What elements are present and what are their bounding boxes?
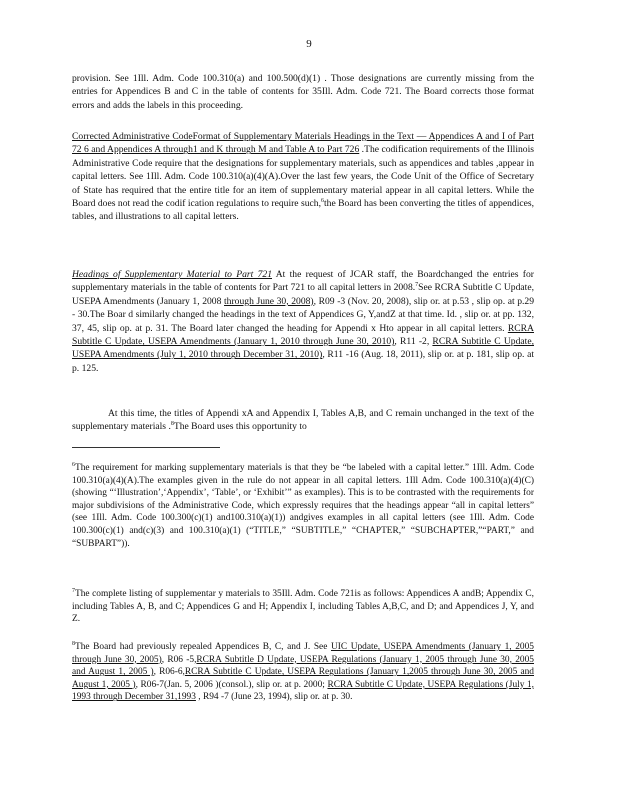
footnote-number: 7	[72, 587, 75, 594]
page-number: 9	[306, 38, 312, 50]
footnote-ref-6: 6	[321, 197, 324, 204]
footnote-ref-7: 7	[415, 282, 419, 289]
footnote-body: , R06-6,	[153, 667, 185, 678]
paragraph-at-this-time	[72, 407, 534, 434]
citation-link: RCRA Subtitle D Update, USEPA Regulations (January 1, 2005 through June 30, 2005 and August 1, 2005 )	[72, 654, 534, 678]
footnote-body: The Board had previously repealed Appendices B, C, and J. See	[75, 642, 331, 652]
citation-link: RCRA Subtitle C Update, USEPA Amendments (January 1, 2010 through June 30, 2010)	[72, 322, 534, 348]
paragraph-text: , R11 -16 (Aug. 18, 2011), slip or. at p. 181, slip op. at p. 125.	[72, 349, 534, 374]
footnote-7	[72, 588, 534, 626]
paragraph-text: , R09 -3 (Nov. 20, 2008), slip or. at p.53 , slip op. at p.29 - 30.The Boar d similarly changed the headings in the text of Appendices G, Y,andZ at that time. Id. , slip or. at pp. 132, 37, 45, slip op. at p. 31. The Board later changed the heading for Appendi x Hto appear in all capital letters.	[72, 295, 534, 334]
footnote-8	[72, 641, 534, 704]
footnote-body: , R06-7(Jan. 5, 2006 )(consol.), slip or. at p. 2000;	[135, 679, 328, 690]
section-headings-part-721	[72, 268, 534, 375]
paragraph-text: , R11 -2,	[394, 336, 430, 348]
citation-link: UIC Update, USEPA Amendments (January 1, 2005 through June 30, 2005)	[72, 642, 534, 665]
citation-link: RCRA Subtitle C Update, USEPA Regulations (July 1, 1993 through December 31,1993	[72, 679, 534, 703]
footnote-body: The requirement for marking supplementary materials is that they be “be labeled with a capital letter.” 1Ill. Adm. Code 100.310(a)(4)(A).The examples given in the rule do not appear in all capital letters. 1Ill Adm. Code 100.310(a)(4)(C) (showing “‘Illustration’,‘Appendix’, ‘Table’, or ‘Exhibit’” as examples). This is to be contrasted with the requirements for major subdivisions of the Administrative Code, which expressly requires that the headings appear “all in capital letters” (see 1Ill. Adm. Code 100.300(c)(1) and100.310(a)(1)) andgives examples in all capital letters (see 1Ill. Adm. Code 100.300(c)(1) and(c)(3) and 100.310(a)(1) (“TITLE,” “SUBTITLE,” “CHAPTER,” “SUBCHAPTER,”“PART,” and “SUBPART”)).	[72, 463, 534, 549]
paragraph-text: At the request of JCAR staff, the Boardchanged the entries for supplementary materials in the table of contents for Part 721 to all capital letters in 2008.	[72, 269, 534, 294]
footnote-text	[72, 462, 534, 550]
footnote-body: , R94 -7 (June 23, 1994), slip or. at p. 30.	[195, 692, 353, 703]
footnote-text	[72, 641, 534, 704]
citation-link: through June 30, 2008)	[224, 295, 314, 307]
paragraph-provision	[72, 72, 534, 112]
section-heading: Corrected Administrative CodeFormat of Supplementary Materials Headings in the Text — Appendices A and I of Part 72 6 and Appendices A through1 and K through M and Table A to Part 726	[72, 131, 534, 156]
paragraph-text: the Board has been converting the titles of appendices, tables, and illustrations to all capital letters.	[72, 198, 535, 223]
footnote-body: The complete listing of supplementar y materials to 35Ill. Adm. Code 721is as follows: Appendices A andB; Appendix C, including Tables A, B, and C; Appendices G and H; Appendix I, including Tables A,B,C, and D; and Appendices J, Y, and Z.	[72, 589, 534, 625]
paragraph-text: .The codification requirements of the Illinois Administrative Code require that the designations for supplementary materials, such as appendices and tables ,appear in capital letters. See 1Ill. Adm. Code 100.310(a)(4)(A).Over the last few years, the Code Unit of the Office of Secretary of State has required that the entire title for an item of supplementary material appear in all capital letters. While the Board does not read the codif ication regulations to require such,	[72, 144, 534, 210]
footnote-text	[72, 588, 534, 626]
paragraph-text: See RCRA Subtitle C Update, USEPA Amendments (January 1, 2008	[72, 282, 534, 307]
footnote-body: , R06 -5,	[161, 654, 197, 665]
section-corrected-format	[72, 130, 534, 224]
paragraph-text: provision. See 1Ill. Adm. Code 100.310(a) and 100.500(d)(1) . Those designations are currently missing from the entries for Appendices B and C in the table of contents for 35Ill. Adm. Code 721. The Board corrects those format errors and adds the labels in this proceeding.	[72, 73, 534, 111]
citation-link: RCRA Subtitle C Update, USEPA Regulations (January 1,2005 through June 30, 2005 and August 1, 2005 )	[72, 667, 534, 690]
footnote-number: 6	[72, 461, 75, 468]
footnote-divider	[72, 447, 220, 448]
section-heading: Headings of Supplementary Material to Part 721	[72, 269, 272, 280]
footnote-6	[72, 462, 534, 550]
paragraph-text: The Board uses this opportunity to	[173, 421, 307, 433]
footnote-ref-8: 8	[170, 421, 174, 428]
citation-link: RCRA Subtitle C Update, USEPA Amendments (July 1, 2010 through December 31, 2010)	[72, 336, 534, 361]
paragraph-text: At this time, the titles of Appendi xA and Appendix I, Tables A,B, and C remain unchanged in the text of the supplementary materials .	[72, 408, 534, 433]
paragraph-text	[72, 407, 534, 434]
section-body	[72, 268, 534, 375]
section-body	[72, 130, 534, 224]
footnote-number: 8	[72, 640, 75, 647]
